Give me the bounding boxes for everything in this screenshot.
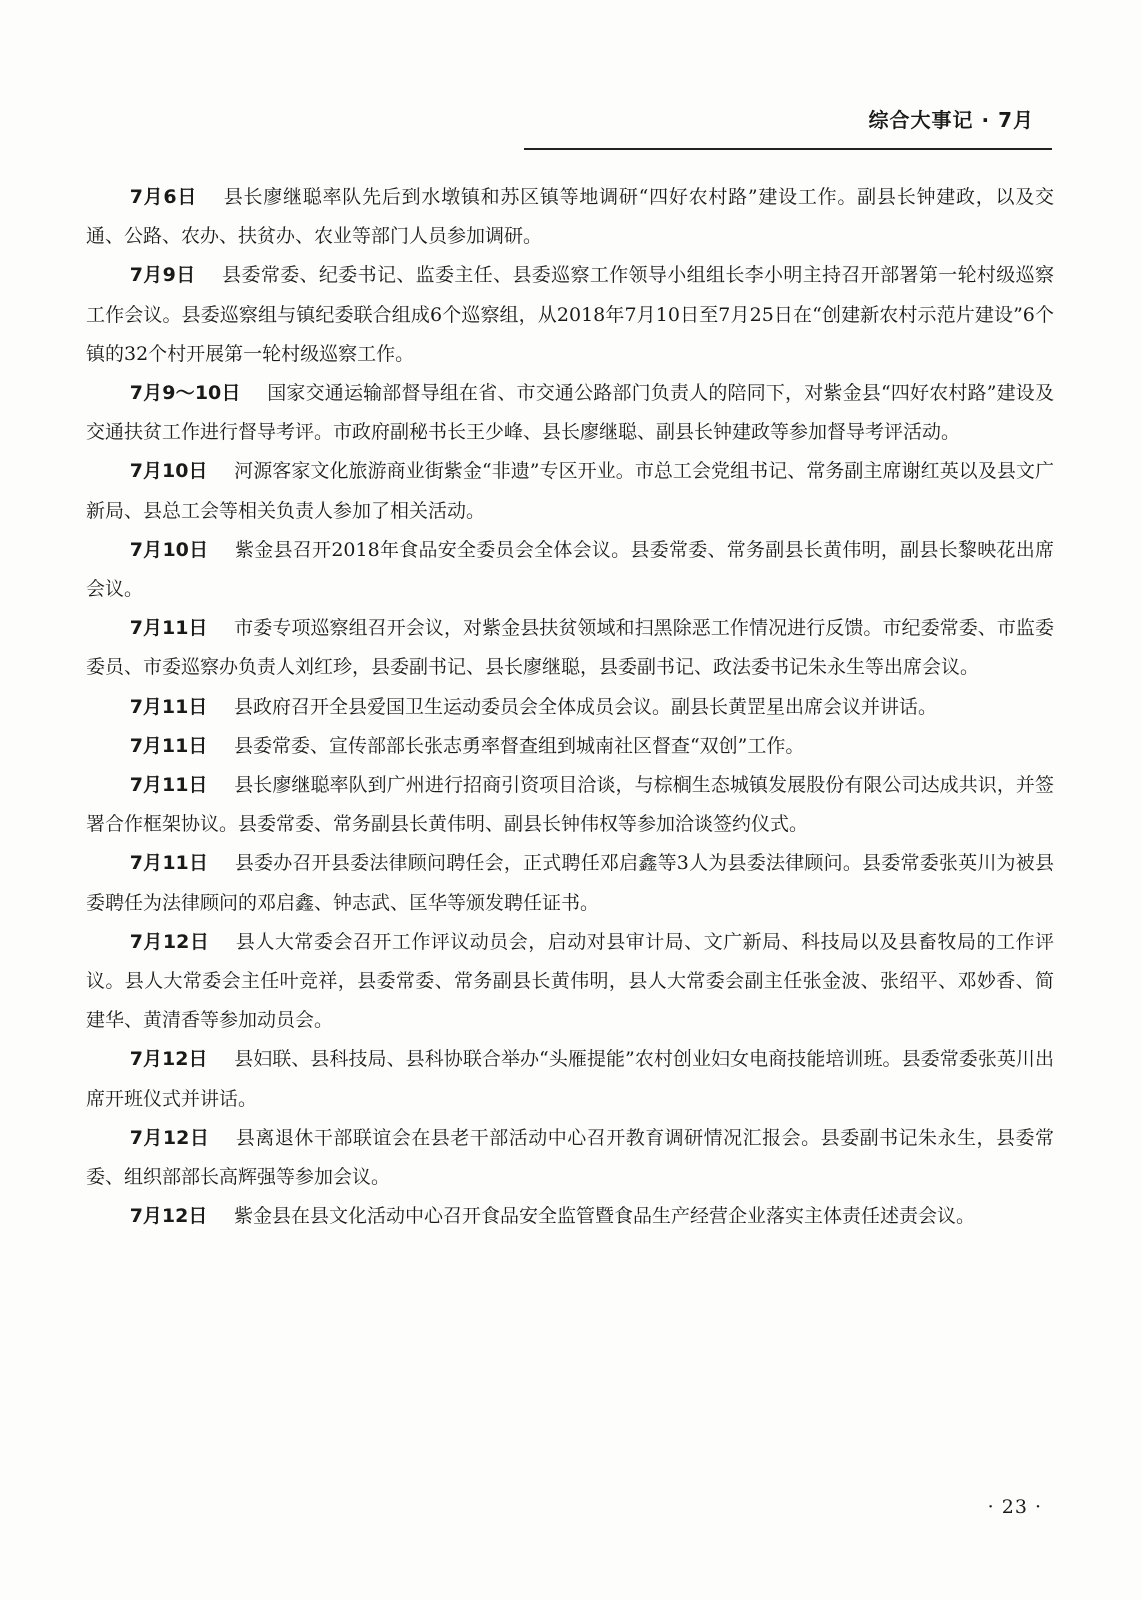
entry-text: 县政府召开全县爱国卫生运动委员会全体成员会议。副县长黄罡星出席会议并讲话。 [233, 695, 937, 718]
chronicle-entry [86, 727, 1054, 766]
entry-text: 市委专项巡察组召开会议，对紫金县扶贫领域和扫黑除恶工作情况进行反馈。市纪委常委、市监委委员、市委巡察办负责人刘红珍，县委副书记、县长廖继聪，县委副书记、政法委书记朱永生等出席会议。 [86, 617, 1054, 679]
chronicle-entry [86, 178, 1054, 256]
chronicle-entry [86, 609, 1054, 687]
entry-text: 县长廖继聪率队先后到水墩镇和苏区镇等地调研“四好农村路”建设工作。副县长钟建政，以及交通、公路、农办、扶贫办、农业等部门人员参加调研。 [86, 186, 1054, 248]
entry-date: 7月10日 [129, 460, 208, 483]
running-header-title: 综合大事记 · 7月 [868, 108, 1034, 132]
entry-date: 7月12日 [129, 1048, 208, 1071]
entry-text: 河源客家文化旅游商业街紫金“非遗”专区开业。市总工会党组书记、常务副主席谢红英以及县文广新局、县总工会等相关负责人参加了相关活动。 [86, 460, 1054, 522]
chronicle-entry [86, 766, 1054, 844]
chronicle-entry [86, 1197, 1054, 1236]
chronicle-entries [86, 178, 1054, 1236]
chronicle-entry [86, 688, 1054, 727]
entry-text: 紫金县召开2018年食品安全委员会全体会议。县委常委、常务副县长黄伟明，副县长黎映花出席会议。 [86, 538, 1054, 601]
chronicle-entry [86, 531, 1054, 609]
entry-text: 紫金县在县文化活动中心召开食品安全监管暨食品生产经营企业落实主体责任述责会议。 [233, 1205, 975, 1228]
chronicle-entry [86, 923, 1054, 1041]
chronicle-entry [86, 256, 1054, 374]
entry-date: 7月11日 [129, 695, 208, 718]
entry-text: 县妇联、县科技局、县科协联合举办“头雁提能”农村创业妇女电商技能培训班。县委常委张英川出席开班仪式并讲话。 [86, 1048, 1054, 1110]
page-number: · 23 · [987, 1496, 1042, 1518]
chronicle-entry [86, 844, 1054, 922]
entry-date: 7月10日 [129, 538, 209, 561]
entry-date: 7月12日 [129, 1205, 208, 1228]
entry-text: 县委办召开县委法律顾问聘任会，正式聘任邓启鑫等3人为县委法律顾问。县委常委张英川为被县委聘任为法律顾问的邓启鑫、钟志武、匡华等颁发聘任证书。 [86, 852, 1054, 914]
entry-date: 7月11日 [129, 852, 209, 875]
chronicle-entry [86, 452, 1054, 530]
entry-text: 县委常委、纪委书记、监委主任、县委巡察工作领导小组组长李小明主持召开部署第一轮村级巡察工作会议。县委巡察组与镇纪委联合组成6个巡察组，从2018年7月10日至7月25日在“创建新农村示范片建设”6个镇的32个村开展第一轮村级巡察工作。 [86, 264, 1054, 365]
entry-text: 县委常委、宣传部部长张志勇率督查组到城南社区督查“双创”工作。 [233, 734, 805, 757]
chronicle-entry [86, 1040, 1054, 1118]
chronicle-entry [86, 1119, 1054, 1197]
entry-date: 7月6日 [129, 186, 198, 208]
entry-text: 县人大常委会召开工作评议动员会，启动对县审计局、文广新局、科技局以及县畜牧局的工作评议。县人大常委会主任叶竞祥，县委常委、常务副县长黄伟明，县人大常委会副主任张金波、张绍平、邓妙香、简建华、黄清香等参加动员会。 [86, 930, 1054, 1032]
entry-date: 7月9日 [129, 264, 196, 287]
chronicle-entry [86, 374, 1054, 452]
entry-date: 7月11日 [129, 617, 208, 640]
entry-text: 国家交通运输部督导组在省、市交通公路部门负责人的陪同下，对紫金县“四好农村路”建设及交通扶贫工作进行督导考评。市政府副秘书长王少峰、县长廖继聪、副县长钟建政等参加督导考评活动。 [86, 382, 1054, 444]
entry-date: 7月11日 [129, 774, 208, 797]
header-rule [524, 148, 1052, 150]
entry-text: 县长廖继聪率队到广州进行招商引资项目洽谈，与棕榈生态城镇发展股份有限公司达成共识，并签署合作框架协议。县委常委、常务副县长黄伟明、副县长钟伟权等参加洽谈签约仪式。 [86, 774, 1054, 836]
entry-date: 7月12日 [129, 1126, 210, 1149]
entry-date: 7月12日 [129, 930, 210, 953]
running-header [524, 104, 1052, 148]
entry-date: 7月9～10日 [129, 382, 241, 405]
entry-date: 7月11日 [129, 734, 208, 757]
entry-text: 县离退休干部联谊会在县老干部活动中心召开教育调研情况汇报会。县委副书记朱永生，县委常委、组织部部长高辉强等参加会议。 [86, 1126, 1054, 1189]
